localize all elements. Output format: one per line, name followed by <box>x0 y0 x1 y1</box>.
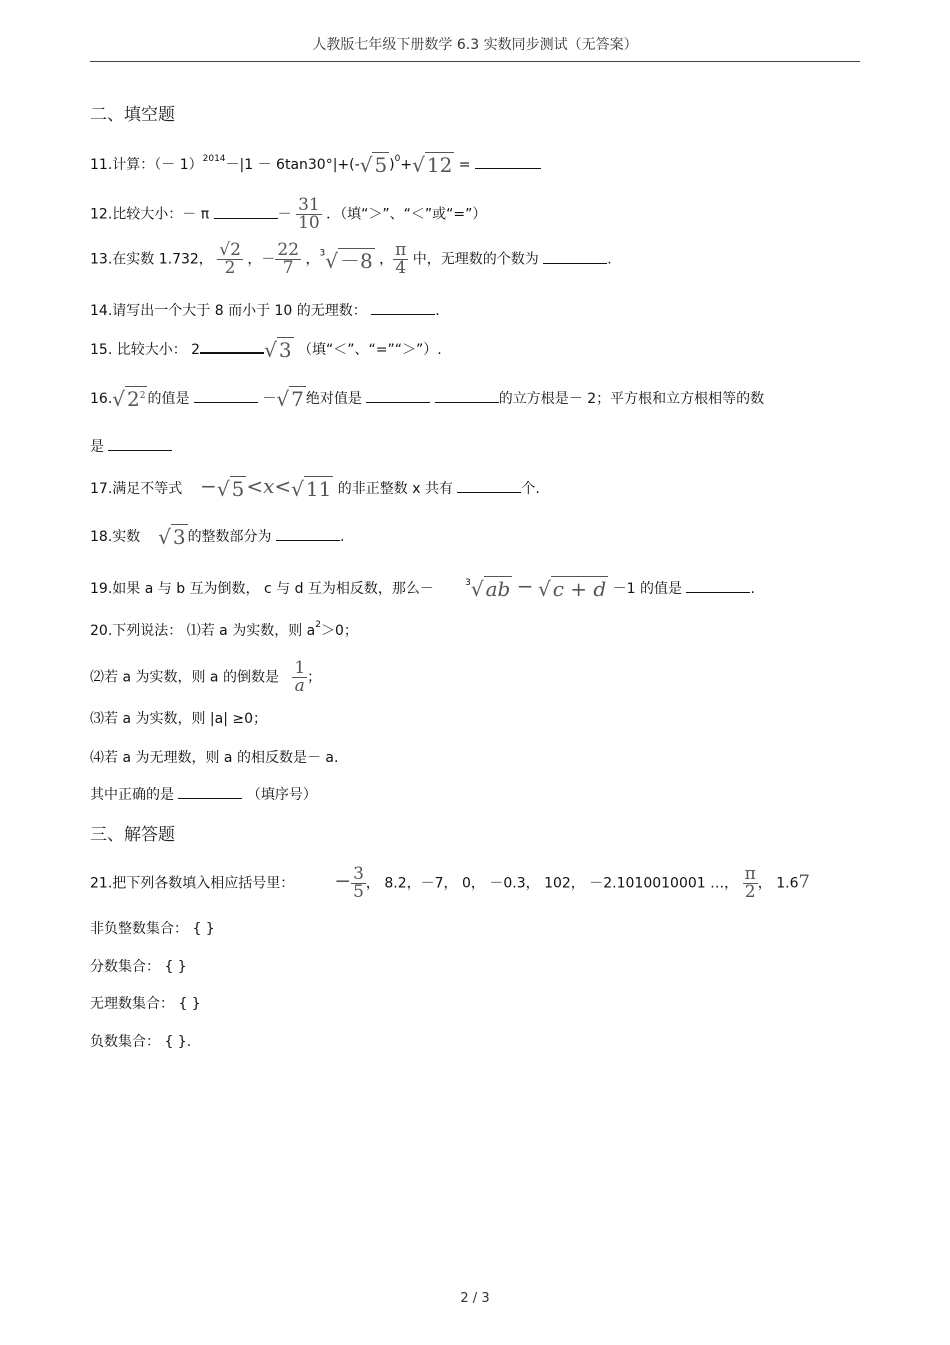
question-20-item-2: ⑵若 a 为实数，则 a 的倒数是 $\frac{1}{a}$ ； <box>90 658 322 696</box>
question-21: 21.把下列各数填入相应括号里： − $\frac{3}{5}$ ， 8.2，－7， 0， －0.3， 102， －2.1010010001 …， $\frac{\pi}{2}$ ， 1.67 <box>90 864 810 902</box>
page-header: 人教版七年级下册数学 6.3 实数同步测试（无答案） <box>312 37 638 53</box>
answer-blank <box>371 302 435 315</box>
sqrt-3: √ 3 <box>264 338 292 362</box>
fraction-31-10: $\frac{31}{10}$ <box>298 195 320 233</box>
question-20-prompt: 其中正确的是 （填序号） <box>90 787 317 803</box>
sqrt-2-squared: √ $2^2$ <box>112 387 146 411</box>
answer-blank <box>686 580 750 593</box>
fraction-1-over-a: $\frac{1}{a}$ <box>294 658 306 696</box>
answer-blank <box>276 528 340 541</box>
sqrt-11: √ 11 <box>291 477 332 501</box>
answer-blank <box>543 251 607 264</box>
answer-blank <box>366 390 430 403</box>
sqrt-7: √ 7 <box>276 387 304 411</box>
section-fill-in-title: 二、填空题 <box>90 105 175 125</box>
question-14: 14.请写出一个大于 8 而小于 10 的无理数： . <box>90 303 440 319</box>
fraction-3-5: $\frac{3}{5}$ <box>353 864 364 902</box>
header-divider <box>90 61 860 62</box>
fraction-sqrt2-over-2: $\frac{√2}{2}$ <box>219 240 241 278</box>
fraction-pi-over-2: $\frac{\pi}{2}$ <box>744 864 756 902</box>
answer-blank <box>194 390 258 403</box>
cube-root-neg8: √ －8 <box>325 249 373 273</box>
question-11: 11.计算：（－ 1）$^{2014}$－|1 － 6tan30°|+(-√ 5 )$^0$+√ 12 = <box>90 153 541 177</box>
fraction-22-7: $\frac{22}{7}$ <box>277 240 300 278</box>
question-20-item-3: ⑶若 a 为实数，则 |a| ≥0； <box>90 711 268 727</box>
answer-blank <box>108 438 172 451</box>
page-number: 2 / 3 <box>460 1291 490 1306</box>
question-19: 19.如果 a 与 b 互为倒数， c 与 d 互为相反数，那么－ $^3$√ ab − √ c + d －1 的值是 . <box>90 574 755 601</box>
answer-blank <box>435 390 499 403</box>
answer-blank <box>457 480 521 493</box>
sqrt-3: √ 3 <box>158 525 186 549</box>
question-17: 17.满足不等式 −√ 5 <x<√ 11 的非正整数 x 共有 个. <box>90 474 540 501</box>
question-12: 12.比较大小：－ π － $\frac{31}{10}$ ．（填“＞”、“＜”或“=”） <box>90 195 487 233</box>
set-fractions: 分数集合： { } <box>90 959 187 975</box>
question-16: 16.√ $2^2$ 的值是 －√ 7 绝对值是 的立方根是－ 2；平方根和立方根相等的数 <box>90 387 765 411</box>
question-13: 13.在实数 1.732， $\frac{√2}{2}$ ，－ $\frac{22}{7}$ ，$^3$√ －8 ， $\frac{\pi}{4}$ 中，无理数的个数为 . <box>90 240 612 278</box>
fraction-pi-over-4: $\frac{\pi}{4}$ <box>395 240 407 278</box>
cube-root-ab: √ ab <box>470 577 511 601</box>
question-20: 20.下列说法： ⑴若 a 为实数，则 $a^2>0$； <box>90 620 358 639</box>
answer-blank <box>214 206 278 219</box>
sqrt-12: √ 12 <box>412 153 453 177</box>
answer-blank <box>178 786 242 799</box>
question-16-cont: 是 <box>90 436 172 456</box>
sqrt-5: √ 5 <box>359 153 388 177</box>
set-negatives: 负数集合： { }. <box>90 1034 192 1050</box>
question-15: 15. 比较大小： 2 √ 3 （填“＜”、“=”“＞”）. <box>90 338 442 362</box>
question-20-item-4: ⑷若 a 为无理数，则 a 的相反数是－ a. <box>90 750 339 766</box>
sqrt-5: √ 5 <box>216 477 245 501</box>
section-answer-title: 三、解答题 <box>90 825 175 845</box>
question-18: 18.实数 √ 3 的整数部分为 . <box>90 525 345 549</box>
sqrt-c-plus-d: √ c + d <box>537 577 607 601</box>
set-nonnegative-integers: 非负整数集合： { } <box>90 921 215 937</box>
answer-blank <box>475 156 541 169</box>
answer-blank <box>200 340 264 354</box>
set-irrationals: 无理数集合： { } <box>90 996 201 1012</box>
